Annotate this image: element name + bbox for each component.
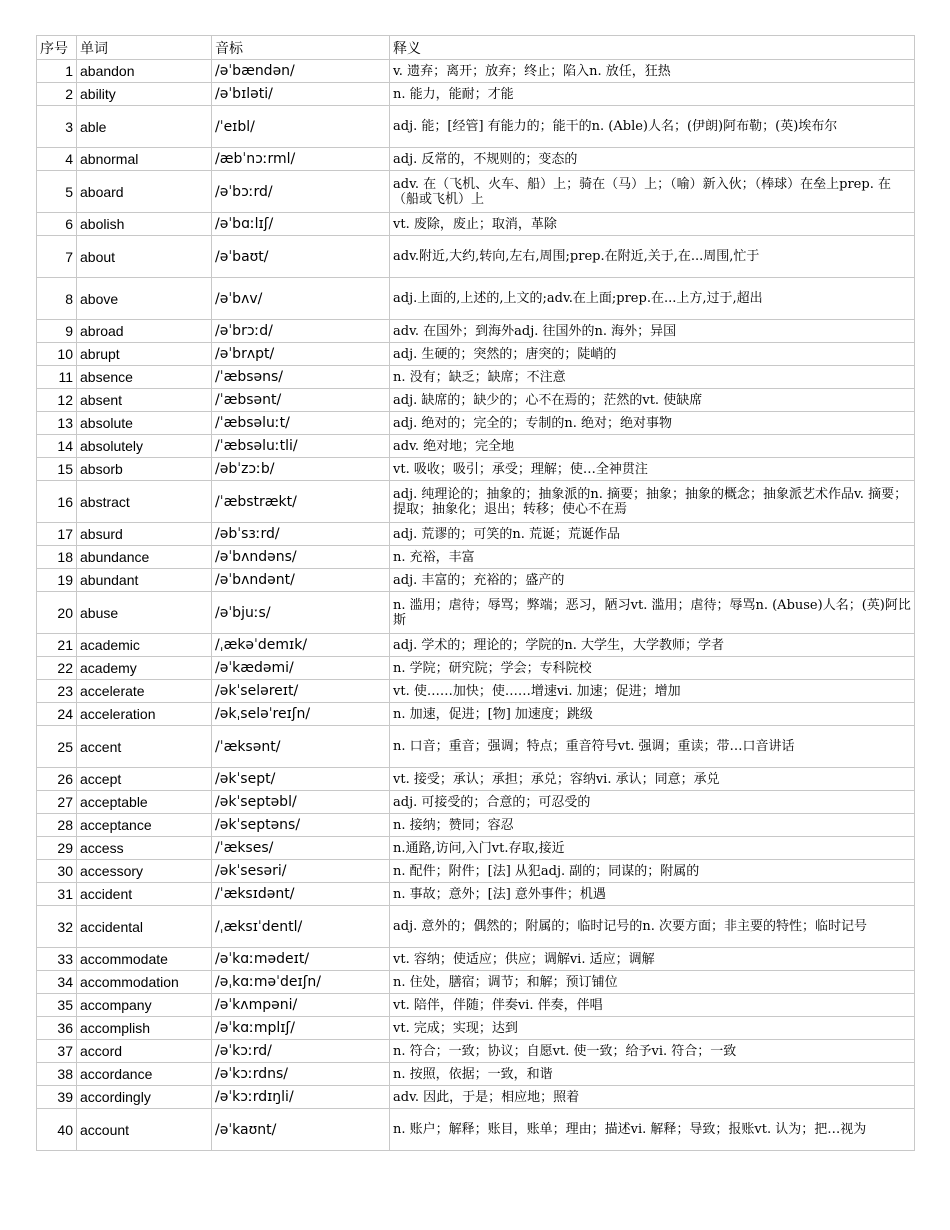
row-phonetic: /əˈbændən/ bbox=[212, 60, 390, 83]
row-index: 23 bbox=[37, 680, 77, 703]
row-phonetic: /əˈkɔːrdns/ bbox=[212, 1063, 390, 1086]
row-index: 35 bbox=[37, 994, 77, 1017]
table-row bbox=[37, 320, 915, 343]
row-word: abrupt bbox=[77, 343, 212, 366]
row-word: accent bbox=[77, 726, 212, 768]
table-row bbox=[37, 1040, 915, 1063]
row-phonetic: /əkˈseptəbl/ bbox=[212, 791, 390, 814]
row-phonetic: /əˈbʌndənt/ bbox=[212, 569, 390, 592]
row-definition: n. 滥用；虐待；辱骂；弊端；恶习，陋习vt. 滥用；虐待；辱骂n. (Abuse)人名；(英)阿比斯 bbox=[390, 592, 915, 634]
header-word: 单词 bbox=[77, 36, 212, 60]
table-row bbox=[37, 458, 915, 481]
row-phonetic: /ˈeɪbl/ bbox=[212, 106, 390, 148]
row-index: 22 bbox=[37, 657, 77, 680]
row-phonetic: /ˌækəˈdemɪk/ bbox=[212, 634, 390, 657]
row-definition: vt. 吸收；吸引；承受；理解；使…全神贯注 bbox=[390, 458, 915, 481]
table-header bbox=[37, 36, 915, 60]
row-index: 12 bbox=[37, 389, 77, 412]
row-definition: adj. 能；[经管] 有能力的；能干的n. (Able)人名；(伊朗)阿布勒；(英)埃布尔 bbox=[390, 106, 915, 148]
table-row bbox=[37, 814, 915, 837]
header-definition: 释义 bbox=[390, 36, 915, 60]
table-body bbox=[37, 60, 915, 1151]
row-phonetic: /əˈbrɔːd/ bbox=[212, 320, 390, 343]
table-row bbox=[37, 236, 915, 278]
row-word: able bbox=[77, 106, 212, 148]
table-row bbox=[37, 657, 915, 680]
row-word: abstract bbox=[77, 481, 212, 523]
header-row bbox=[37, 36, 915, 60]
table-row bbox=[37, 634, 915, 657]
row-index: 3 bbox=[37, 106, 77, 148]
row-phonetic: /əˈbɑːlɪʃ/ bbox=[212, 213, 390, 236]
table-row bbox=[37, 366, 915, 389]
header-index: 序号 bbox=[37, 36, 77, 60]
row-index: 17 bbox=[37, 523, 77, 546]
table-row bbox=[37, 171, 915, 213]
row-word: ability bbox=[77, 83, 212, 106]
row-index: 24 bbox=[37, 703, 77, 726]
row-definition: n.通路,访问,入门vt.存取,接近 bbox=[390, 837, 915, 860]
table-row bbox=[37, 1086, 915, 1109]
table-row bbox=[37, 60, 915, 83]
row-phonetic: /əkˌseləˈreɪʃn/ bbox=[212, 703, 390, 726]
row-definition: n. 配件；附件；[法] 从犯adj. 副的；同谋的；附属的 bbox=[390, 860, 915, 883]
row-word: abnormal bbox=[77, 148, 212, 171]
row-word: academy bbox=[77, 657, 212, 680]
table-row bbox=[37, 481, 915, 523]
table-row bbox=[37, 883, 915, 906]
row-definition: n. 能力，能耐；才能 bbox=[390, 83, 915, 106]
table-row bbox=[37, 1063, 915, 1086]
row-phonetic: /əˈkɔːrd/ bbox=[212, 1040, 390, 1063]
row-definition: adj. 反常的，不规则的；变态的 bbox=[390, 148, 915, 171]
row-index: 33 bbox=[37, 948, 77, 971]
row-word: accept bbox=[77, 768, 212, 791]
row-index: 21 bbox=[37, 634, 77, 657]
table-row bbox=[37, 906, 915, 948]
row-index: 28 bbox=[37, 814, 77, 837]
table-row bbox=[37, 148, 915, 171]
row-index: 39 bbox=[37, 1086, 77, 1109]
row-index: 4 bbox=[37, 148, 77, 171]
row-definition: n. 按照，依据；一致，和谐 bbox=[390, 1063, 915, 1086]
row-phonetic: /ˈæbsəluːt/ bbox=[212, 412, 390, 435]
row-phonetic: /əˈkɑːmədeɪt/ bbox=[212, 948, 390, 971]
row-index: 11 bbox=[37, 366, 77, 389]
row-definition: adv. 因此，于是；相应地；照着 bbox=[390, 1086, 915, 1109]
row-index: 19 bbox=[37, 569, 77, 592]
row-definition: vt. 废除，废止；取消，革除 bbox=[390, 213, 915, 236]
row-word: accidental bbox=[77, 906, 212, 948]
row-word: accordingly bbox=[77, 1086, 212, 1109]
row-phonetic: /ˈækses/ bbox=[212, 837, 390, 860]
row-definition: adj. 生硬的；突然的；唐突的；陡峭的 bbox=[390, 343, 915, 366]
row-phonetic: /əˈbɪləti/ bbox=[212, 83, 390, 106]
row-phonetic: /ˈæksɪdənt/ bbox=[212, 883, 390, 906]
row-index: 18 bbox=[37, 546, 77, 569]
table-row bbox=[37, 523, 915, 546]
table-row bbox=[37, 213, 915, 236]
row-definition: v. 遗弃；离开；放弃；终止；陷入n. 放任，狂热 bbox=[390, 60, 915, 83]
row-definition: adj. 可接受的；合意的；可忍受的 bbox=[390, 791, 915, 814]
row-phonetic: /əˈbʌv/ bbox=[212, 278, 390, 320]
table-row bbox=[37, 971, 915, 994]
row-index: 37 bbox=[37, 1040, 77, 1063]
row-index: 7 bbox=[37, 236, 77, 278]
row-definition: n. 事故；意外；[法] 意外事件；机遇 bbox=[390, 883, 915, 906]
table-row bbox=[37, 791, 915, 814]
table-row bbox=[37, 412, 915, 435]
row-definition: n. 充裕，丰富 bbox=[390, 546, 915, 569]
row-definition: adv.附近,大约,转向,左右,周围;prep.在附近,关于,在...周围,忙于 bbox=[390, 236, 915, 278]
row-index: 25 bbox=[37, 726, 77, 768]
row-word: acceptable bbox=[77, 791, 212, 814]
row-definition: vt. 完成；实现；达到 bbox=[390, 1017, 915, 1040]
row-index: 8 bbox=[37, 278, 77, 320]
row-definition: vt. 使……加快；使……增速vi. 加速；促进；增加 bbox=[390, 680, 915, 703]
row-index: 20 bbox=[37, 592, 77, 634]
row-word: absolutely bbox=[77, 435, 212, 458]
table-row bbox=[37, 726, 915, 768]
row-word: abroad bbox=[77, 320, 212, 343]
row-word: absorb bbox=[77, 458, 212, 481]
row-index: 38 bbox=[37, 1063, 77, 1086]
table-row bbox=[37, 435, 915, 458]
row-word: account bbox=[77, 1109, 212, 1151]
table-row bbox=[37, 1109, 915, 1151]
table-row bbox=[37, 948, 915, 971]
row-definition: adj. 意外的；偶然的；附属的；临时记号的n. 次要方面；非主要的特性；临时记号 bbox=[390, 906, 915, 948]
row-index: 15 bbox=[37, 458, 77, 481]
row-phonetic: /əkˈsesəri/ bbox=[212, 860, 390, 883]
table-row bbox=[37, 860, 915, 883]
row-phonetic: /ˈæbstrækt/ bbox=[212, 481, 390, 523]
row-definition: adj. 缺席的；缺少的；心不在焉的；茫然的vt. 使缺席 bbox=[390, 389, 915, 412]
row-index: 1 bbox=[37, 60, 77, 83]
row-index: 9 bbox=[37, 320, 77, 343]
row-phonetic: /əˈkaʊnt/ bbox=[212, 1109, 390, 1151]
row-word: accommodate bbox=[77, 948, 212, 971]
row-word: acceptance bbox=[77, 814, 212, 837]
row-definition: vt. 容纳；使适应；供应；调解vi. 适应；调解 bbox=[390, 948, 915, 971]
row-word: accident bbox=[77, 883, 212, 906]
row-word: above bbox=[77, 278, 212, 320]
row-word: access bbox=[77, 837, 212, 860]
row-word: academic bbox=[77, 634, 212, 657]
row-index: 29 bbox=[37, 837, 77, 860]
row-word: abolish bbox=[77, 213, 212, 236]
row-definition: n. 接纳；赞同；容忍 bbox=[390, 814, 915, 837]
table-row bbox=[37, 837, 915, 860]
table-row bbox=[37, 343, 915, 366]
row-phonetic: /əkˈseləreɪt/ bbox=[212, 680, 390, 703]
table-row bbox=[37, 278, 915, 320]
row-word: absolute bbox=[77, 412, 212, 435]
row-definition: adj. 丰富的；充裕的；盛产的 bbox=[390, 569, 915, 592]
table-row bbox=[37, 1017, 915, 1040]
row-word: accelerate bbox=[77, 680, 212, 703]
row-index: 14 bbox=[37, 435, 77, 458]
vocabulary-table bbox=[36, 35, 915, 1151]
table-row bbox=[37, 569, 915, 592]
row-phonetic: /æbˈnɔːrml/ bbox=[212, 148, 390, 171]
row-definition: vt. 陪伴，伴随；伴奏vi. 伴奏，伴唱 bbox=[390, 994, 915, 1017]
table-row bbox=[37, 680, 915, 703]
table-row bbox=[37, 994, 915, 1017]
row-index: 31 bbox=[37, 883, 77, 906]
row-word: abundant bbox=[77, 569, 212, 592]
row-word: accordance bbox=[77, 1063, 212, 1086]
row-word: abundance bbox=[77, 546, 212, 569]
row-definition: adj.上面的,上述的,上文的;adv.在上面;prep.在...上方,过于,超出 bbox=[390, 278, 915, 320]
table-row bbox=[37, 83, 915, 106]
row-definition: adj. 荒谬的；可笑的n. 荒诞；荒诞作品 bbox=[390, 523, 915, 546]
row-word: abuse bbox=[77, 592, 212, 634]
row-definition: adv. 在国外；到海外adj. 往国外的n. 海外；异国 bbox=[390, 320, 915, 343]
row-index: 5 bbox=[37, 171, 77, 213]
row-index: 32 bbox=[37, 906, 77, 948]
row-phonetic: /ˈæksənt/ bbox=[212, 726, 390, 768]
row-index: 26 bbox=[37, 768, 77, 791]
row-word: accord bbox=[77, 1040, 212, 1063]
row-definition: n. 口音；重音；强调；特点；重音符号vt. 强调；重读；带…口音讲话 bbox=[390, 726, 915, 768]
row-word: absurd bbox=[77, 523, 212, 546]
row-phonetic: /əˈkædəmi/ bbox=[212, 657, 390, 680]
row-word: abandon bbox=[77, 60, 212, 83]
row-phonetic: /əˈkɑːmplɪʃ/ bbox=[212, 1017, 390, 1040]
row-word: absence bbox=[77, 366, 212, 389]
row-index: 10 bbox=[37, 343, 77, 366]
row-phonetic: /əˈbjuːs/ bbox=[212, 592, 390, 634]
table-row bbox=[37, 592, 915, 634]
row-word: accessory bbox=[77, 860, 212, 883]
table-row bbox=[37, 389, 915, 412]
row-definition: n. 加速，促进；[物] 加速度；跳级 bbox=[390, 703, 915, 726]
row-definition: adv. 在（飞机、火车、船）上；骑在（马）上；（喻）新入伙；（棒球）在垒上prep. 在 （船或飞机）上 bbox=[390, 171, 915, 213]
table-row bbox=[37, 768, 915, 791]
row-phonetic: /əkˈseptəns/ bbox=[212, 814, 390, 837]
row-phonetic: /əˈbɔːrd/ bbox=[212, 171, 390, 213]
row-phonetic: /əˈbaʊt/ bbox=[212, 236, 390, 278]
row-definition: adj. 学术的；理论的；学院的n. 大学生，大学教师；学者 bbox=[390, 634, 915, 657]
row-word: aboard bbox=[77, 171, 212, 213]
row-word: about bbox=[77, 236, 212, 278]
row-phonetic: /əˈkɔːrdɪŋli/ bbox=[212, 1086, 390, 1109]
row-index: 2 bbox=[37, 83, 77, 106]
row-index: 34 bbox=[37, 971, 77, 994]
row-definition: adj. 绝对的；完全的；专制的n. 绝对；绝对事物 bbox=[390, 412, 915, 435]
row-word: absent bbox=[77, 389, 212, 412]
row-phonetic: /ˌæksɪˈdentl/ bbox=[212, 906, 390, 948]
row-definition: n. 账户；解释；账目，账单；理由；描述vi. 解释；导致；报账vt. 认为；把…视为 bbox=[390, 1109, 915, 1151]
row-definition: n. 住处，膳宿；调节；和解；预订铺位 bbox=[390, 971, 915, 994]
row-definition: n. 没有；缺乏；缺席；不注意 bbox=[390, 366, 915, 389]
row-phonetic: /əˌkɑːməˈdeɪʃn/ bbox=[212, 971, 390, 994]
row-phonetic: /ˈæbsənt/ bbox=[212, 389, 390, 412]
table-row bbox=[37, 106, 915, 148]
header-phonetic: 音标 bbox=[212, 36, 390, 60]
row-word: accomplish bbox=[77, 1017, 212, 1040]
row-definition: vt. 接受；承认；承担；承兑；容纳vi. 承认；同意；承兑 bbox=[390, 768, 915, 791]
row-phonetic: /ˈæbsəluːtli/ bbox=[212, 435, 390, 458]
row-phonetic: /əbˈzɔːb/ bbox=[212, 458, 390, 481]
row-phonetic: /əˈbrʌpt/ bbox=[212, 343, 390, 366]
row-phonetic: /əˈkʌmpəni/ bbox=[212, 994, 390, 1017]
row-word: accompany bbox=[77, 994, 212, 1017]
row-phonetic: /ˈæbsəns/ bbox=[212, 366, 390, 389]
row-word: acceleration bbox=[77, 703, 212, 726]
row-definition: n. 学院；研究院；学会；专科院校 bbox=[390, 657, 915, 680]
row-index: 13 bbox=[37, 412, 77, 435]
row-index: 36 bbox=[37, 1017, 77, 1040]
table-row bbox=[37, 703, 915, 726]
row-definition: adv. 绝对地；完全地 bbox=[390, 435, 915, 458]
row-index: 40 bbox=[37, 1109, 77, 1151]
row-index: 27 bbox=[37, 791, 77, 814]
row-definition: adj. 纯理论的；抽象的；抽象派的n. 摘要；抽象；抽象的概念；抽象派艺术作品v. 摘要；提取；抽象化；退出；转移；使心不在焉 bbox=[390, 481, 915, 523]
row-phonetic: /əkˈsept/ bbox=[212, 768, 390, 791]
row-index: 6 bbox=[37, 213, 77, 236]
row-phonetic: /əbˈsɜːrd/ bbox=[212, 523, 390, 546]
row-phonetic: /əˈbʌndəns/ bbox=[212, 546, 390, 569]
row-definition: n. 符合；一致；协议；自愿vt. 使一致；给予vi. 符合；一致 bbox=[390, 1040, 915, 1063]
table-row bbox=[37, 546, 915, 569]
row-index: 30 bbox=[37, 860, 77, 883]
row-index: 16 bbox=[37, 481, 77, 523]
row-word: accommodation bbox=[77, 971, 212, 994]
